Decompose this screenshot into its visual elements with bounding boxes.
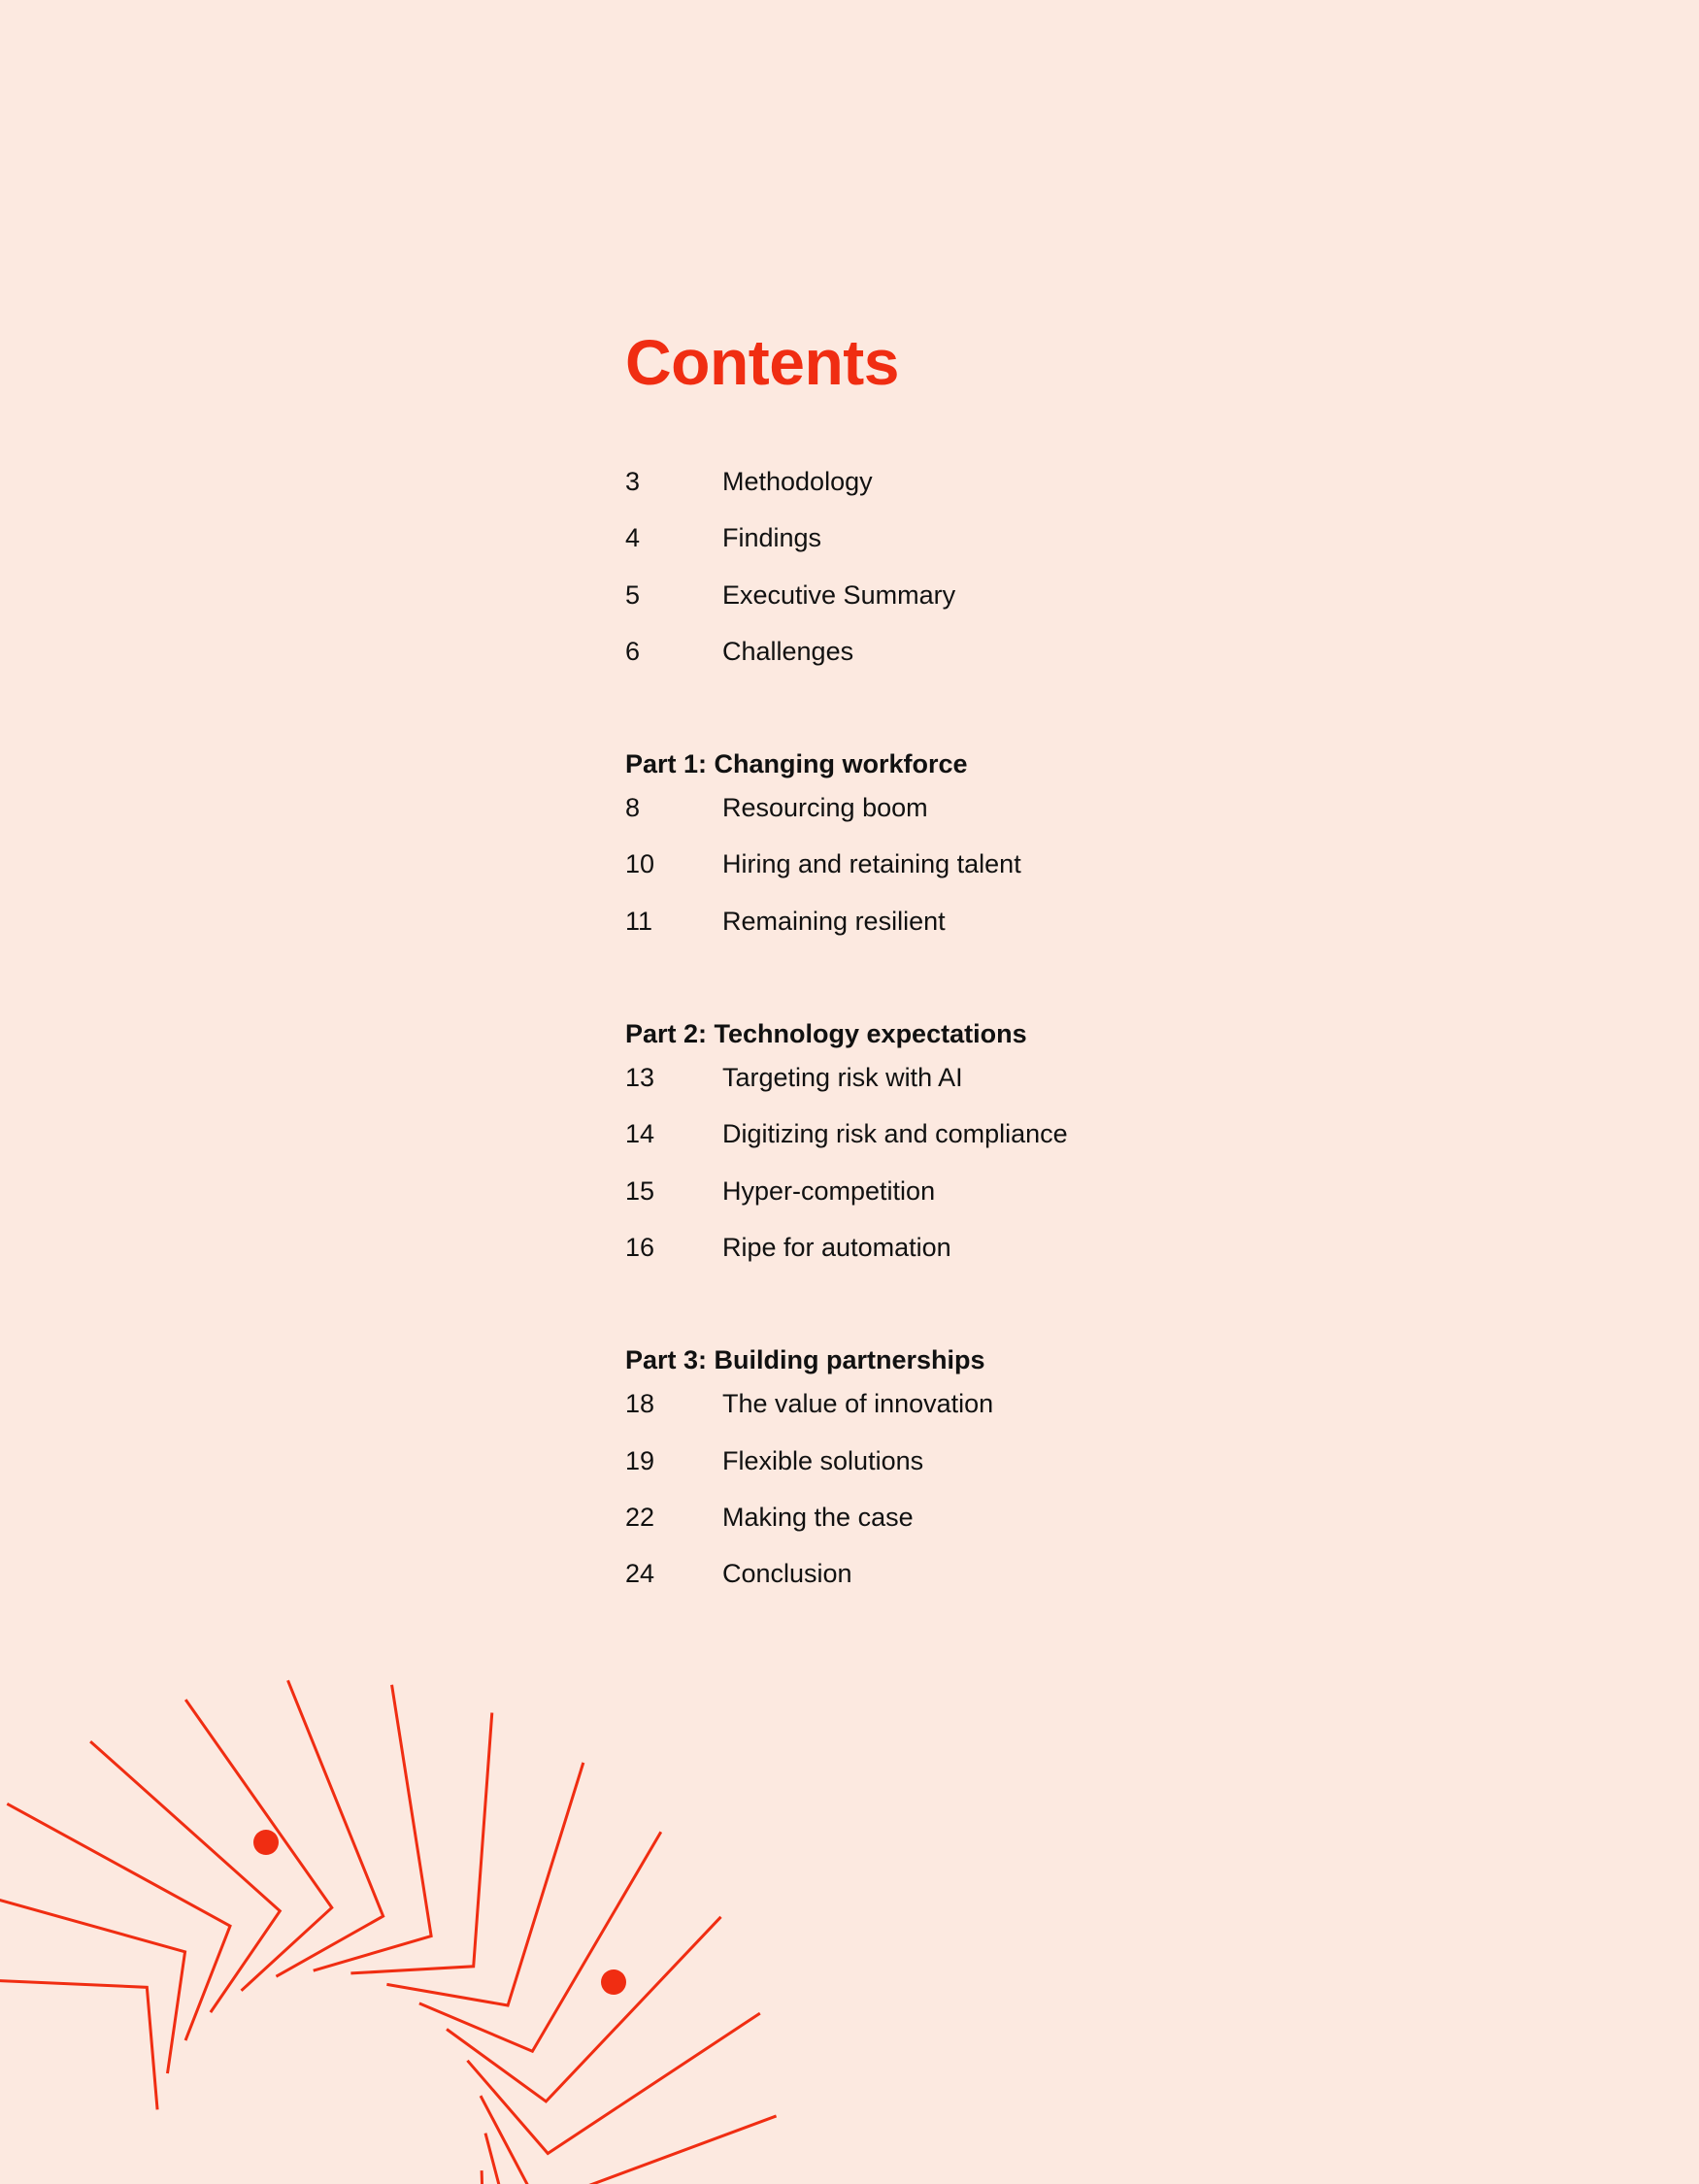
chevron-line [0, 1883, 185, 2073]
accent-dot [601, 1969, 626, 1995]
toc-page-number: 4 [625, 523, 641, 553]
toc-page-number: 5 [625, 579, 641, 610]
toc-page-number: 3 [625, 467, 641, 496]
toc-entry-label: Findings [722, 523, 822, 553]
toc-entry-ripe-automation[interactable] [625, 1232, 1402, 1288]
toc-entry-label: Hyper-competition [722, 1175, 936, 1206]
toc-entry-label: The value of innovation [722, 1389, 994, 1419]
toc-entry-hiring-talent[interactable] [625, 848, 1402, 905]
toc-section-part-2 [625, 1018, 1402, 1288]
chevron-line [467, 2013, 759, 2153]
chevron-line [350, 1713, 491, 1973]
toc-section-part-3 [625, 1344, 1402, 1614]
toc-entry-label: Resourcing boom [722, 793, 928, 823]
chevron-line [485, 2134, 769, 2184]
toc-entry-label: Ripe for automation [722, 1232, 951, 1262]
toc-page-number: 11 [625, 906, 653, 936]
toc-entry-flexible-solutions[interactable] [625, 1445, 1402, 1502]
section-heading[interactable]: Part 2: Technology expectations [625, 1019, 1027, 1049]
toc-entry-label: Flexible solutions [722, 1445, 924, 1475]
toc-page-number: 13 [625, 1063, 655, 1093]
chevron-line [276, 1680, 383, 1976]
toc-page-number: 16 [625, 1232, 655, 1262]
toc-section-part-1 [625, 748, 1402, 962]
toc-entry-label: Conclusion [722, 1559, 852, 1589]
toc-entry-label: Methodology [722, 467, 873, 496]
chevron-line [314, 1685, 431, 1970]
chevron-line [0, 1976, 157, 2110]
toc-entry-making-case[interactable] [625, 1502, 1402, 1558]
chevron-line [7, 1803, 230, 2040]
toc-entry-remaining-resilient[interactable] [625, 906, 1402, 962]
accent-dot [253, 1830, 279, 1855]
toc-page-number: 14 [625, 1119, 655, 1149]
toc-page-number: 24 [625, 1559, 655, 1589]
toc-page-number: 6 [625, 636, 641, 666]
toc-entry-challenges[interactable] [625, 636, 1402, 692]
toc-entry-label: Hiring and retaining talent [722, 849, 1021, 879]
toc-entry-methodology[interactable] [625, 466, 1402, 522]
toc-entry-label: Digitizing risk and compliance [722, 1119, 1068, 1149]
toc-entry-executive-summary[interactable] [625, 579, 1402, 636]
toc-entry-label: Making the case [722, 1502, 914, 1532]
toc-page-number: 18 [625, 1389, 655, 1419]
chevron-line [481, 2096, 777, 2184]
toc-page-number: 15 [625, 1175, 655, 1206]
chevron-spiral-graphic [0, 1592, 874, 2184]
toc-entry-label: Targeting risk with AI [722, 1063, 963, 1093]
toc-entry-label: Executive Summary [722, 579, 956, 610]
page-title: Contents [625, 326, 899, 398]
section-heading[interactable]: Part 3: Building partnerships [625, 1345, 985, 1375]
toc-page-number: 19 [625, 1445, 655, 1475]
table-of-contents [625, 466, 1402, 1614]
toc-entry-resourcing-boom[interactable] [625, 792, 1402, 848]
toc-entry-label: Challenges [722, 636, 854, 666]
toc-entry-label: Remaining resilient [722, 906, 946, 936]
toc-page-number: 10 [625, 849, 655, 879]
toc-entry-digitizing-risk[interactable] [625, 1118, 1402, 1175]
toc-entry-value-innovation[interactable] [625, 1388, 1402, 1444]
chevron-line [447, 1917, 720, 2101]
toc-entry-targeting-risk[interactable] [625, 1062, 1402, 1118]
toc-page-number: 22 [625, 1502, 655, 1532]
chevron-line [90, 1741, 280, 2012]
section-heading[interactable]: Part 1: Changing workforce [625, 749, 968, 779]
toc-page-number: 8 [625, 793, 641, 823]
toc-entry-hyper-competition[interactable] [625, 1175, 1402, 1232]
toc-entry-findings[interactable] [625, 522, 1402, 579]
